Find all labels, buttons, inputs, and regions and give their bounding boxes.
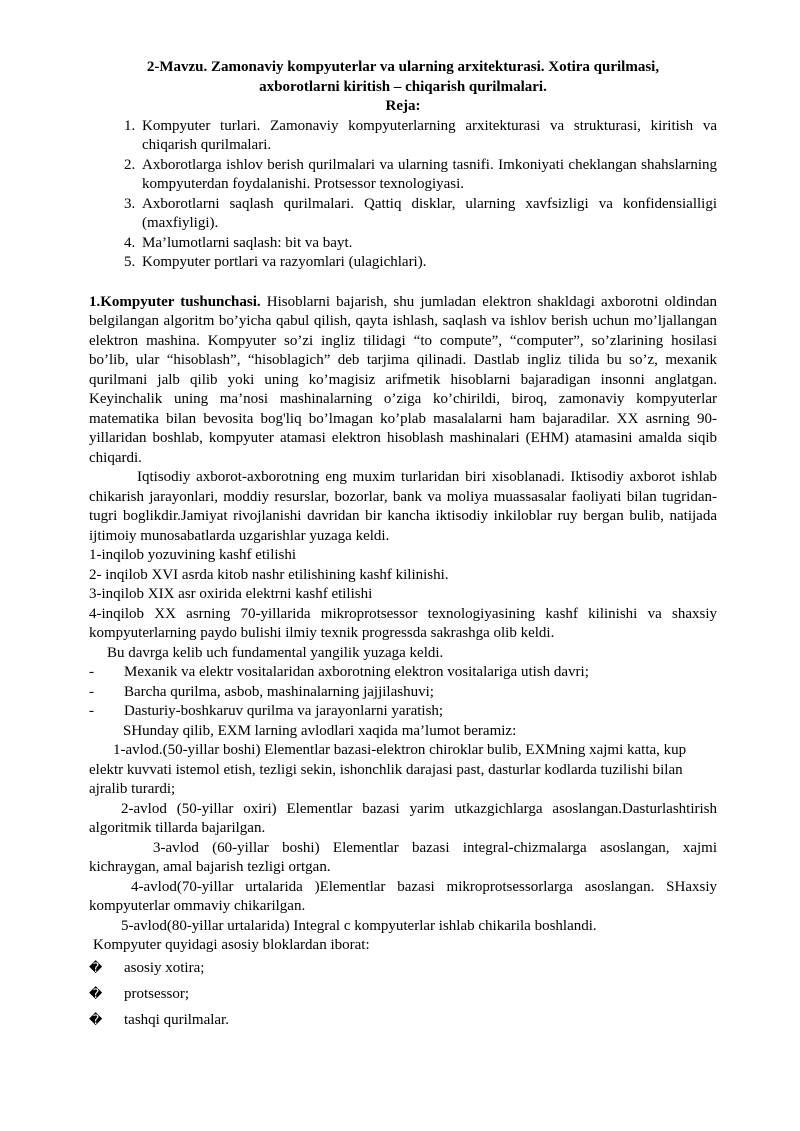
- generation-2: 2-avlod (50-yillar oxiri) Elementlar bazasi yarim utkazgichlarga asoslangan.Dasturlashtirish algoritmik tillarda bajarilgan.: [89, 800, 717, 836]
- plan-item: [89, 253, 717, 273]
- bullet-item: [89, 982, 717, 1008]
- plan-item-text: Kompyuter turlari. Zamonaviy kompyuterlarning arxitekturasi va strukturasi, kiritish va chiqarish qurilmalari.: [142, 117, 717, 153]
- revolution-line: 1-inqilob yozuvining kashf etilishi: [89, 547, 297, 563]
- plan-item: [89, 195, 717, 234]
- missing-glyph-bullet-icon: �: [89, 1012, 103, 1028]
- missing-glyph-bullet-icon: �: [89, 960, 103, 976]
- plan-item: [89, 234, 717, 254]
- generation-3: 3-avlod (60-yillar boshi) Elementlar bazasi integral-chizmalarga asoslangan, xajmi kichraygan, amal bajarish tezligi ortgan.: [89, 839, 717, 875]
- generations-intro: SHunday qilib, EXM larning avlodlari xaqida ma’lumot beramiz:: [123, 722, 517, 739]
- dash-marker: -: [89, 703, 94, 719]
- dash-marker: -: [89, 683, 94, 700]
- generation-5: 5-avlod(80-yillar urtalarida) Integral c kompyuterlar ishlab chikarila boshlandi.: [121, 917, 597, 934]
- section-1-text: Hisoblarni bajarish, shu jumladan elektron shakldagi axborotni oldindan belgilangan algoritm bo’yicha qabul qilish, qayta ishlash, saqlash va ishlov berish uchun mo’ljallangan elektron mashina. Kompyuter so’zi ingliz tilidagi “to compute”, “computer”, so’zlarining hosilasi bo’lib, ular “hisoblash”, “hisoblagich” deb tarjima qilinadi. Dastlab ingliz tilida bu so’z, mexanik qurilmani jalb qilib yoki uning ko’magisiz arifmetik hisoblarni bajaradigan insonni anglatgan. Keyinchalik uning ma’nosi mashinalarning o’ziga ko’chirildi, biroq, zamonaviy kompyuterlar matematika bilan bevosita bog'liq bo’lmagan ko’plab masalalarni ham bajaradilar. XX asrning 90-yillaridan boshlab, kompyuter atamasi elektron hisoblash mashinalari (EHM) atamasini amalda siqib chiqardi.: [89, 293, 718, 466]
- bullet-item: [89, 956, 717, 982]
- revolution-line: 2- inqilob XVI asrda kitob nashr etilishining kashf kilinishi.: [89, 566, 449, 583]
- bullet-item-text: asosiy xotira;: [124, 959, 205, 976]
- dash-item: [89, 663, 717, 683]
- generation-4: 4-avlod(70-yillar urtalarida )Elementlar bazasi mikroprotsessorlarga asoslangan. SHaxsiy kompyuterlar ommaviy chikarilgan.: [89, 878, 717, 914]
- section-1-heading: 1.Kompyuter tushunchasi.: [89, 293, 261, 310]
- spacer: [89, 273, 717, 293]
- plan-item-text: Kompyuter portlari va razyomlari (ulagichlari).: [142, 254, 427, 270]
- dash-item-text: Dasturiy-boshkaruv qurilma va jarayonlarni yaratish;: [124, 703, 444, 719]
- plan-item-text: Ma’lumotlarni saqlash: bit va bayt.: [142, 234, 353, 251]
- plan-list: [89, 117, 717, 273]
- bullet-item: [89, 1008, 717, 1034]
- title-line-1: 2-Mavzu. Zamonaviy kompyuterlar va ularning arxitekturasi. Xotira qurilmasi,: [146, 59, 660, 75]
- dash-item-text: Barcha qurilma, asbob, mashinalarning jajjilashuvi;: [124, 683, 434, 700]
- dash-item: [89, 683, 717, 703]
- plan-item-number: 2.: [124, 156, 136, 173]
- dash-marker: -: [89, 664, 94, 680]
- plan-item: [89, 156, 717, 195]
- plan-item-number: 4.: [124, 234, 136, 251]
- generation-1: 1-avlod.(50-yillar boshi) Elementlar bazasi-elektron chiroklar bulib, EXMning xajmi katta, kup elektr kuvvati istemol etish, tezligi sekin, ishonchlik darajasi past, dasturlar kodlarda tuzilishi bilan ajralib turardi;: [89, 742, 687, 797]
- plan-item-number: 1.: [124, 117, 136, 134]
- bullet-item-text: tashqi qurilmalar.: [124, 1011, 229, 1028]
- plan-item-text: Axborotlarga ishlov berish qurilmalari va ularning tasnifi. Imkoniyati cheklangan shahslarning kompyuterdan foydalanishi. Protsessor texnologiyasi.: [142, 156, 717, 192]
- plan-item-number: 5.: [124, 254, 136, 270]
- title-line-2: axborotlarni kiritish – chiqarish qurilmalari.: [259, 78, 547, 95]
- plan-item-number: 3.: [124, 195, 136, 212]
- revolution-line: 3-inqilob XIX asr oxirida elektrni kashf etilishi: [89, 586, 373, 602]
- missing-glyph-bullet-icon: �: [89, 986, 103, 1002]
- document-page: [89, 58, 717, 1034]
- bullet-item-text: protsessor;: [124, 985, 189, 1002]
- dash-item: [89, 702, 717, 722]
- plan-heading: Reja:: [385, 98, 421, 114]
- plan-item-text: Axborotlarni saqlash qurilmalari. Qattiq disklar, ularning xavfsizligi va konfidensialligi (maxfiyligi).: [142, 195, 717, 231]
- blocks-intro: Kompyuter quyidagi asosiy bloklardan iborat:: [93, 937, 370, 953]
- section-1-paragraph: [89, 293, 717, 469]
- plan-item: [89, 117, 717, 156]
- innovations-intro: Bu davrga kelib uch fundamental yangilik yuzaga keldi.: [107, 644, 444, 661]
- dash-item-text: Mexanik va elektr vositalaridan axborotning elektron vositalariga utish davri;: [124, 664, 589, 680]
- economic-info-paragraph: Iqtisodiy axborot-axborotning eng muxim turlaridan biri xisoblanadi. Iktisodiy axborot ishlab chikarish jarayonlari, moddiy resurslar, bozorlar, bank va moliya muassasalar faoliyati bilan tugridan-tugri boglikdir.Jamiyat rivojlanishi davridan bir kancha iktisodiy inkiloblar ruy bergan bulib, natijada ijtimoiy munosabatlarda uzgarishlar yuzaga keldi.: [89, 469, 717, 544]
- revolution-line: 4-inqilob XX asrning 70-yillarida mikroprotsessor texnologiyasining kashf kilinishi va shaxsiy kompyuterlarning paydo bulishi ilmiy texnik progressda sakrashga olib keldi.: [89, 605, 717, 641]
